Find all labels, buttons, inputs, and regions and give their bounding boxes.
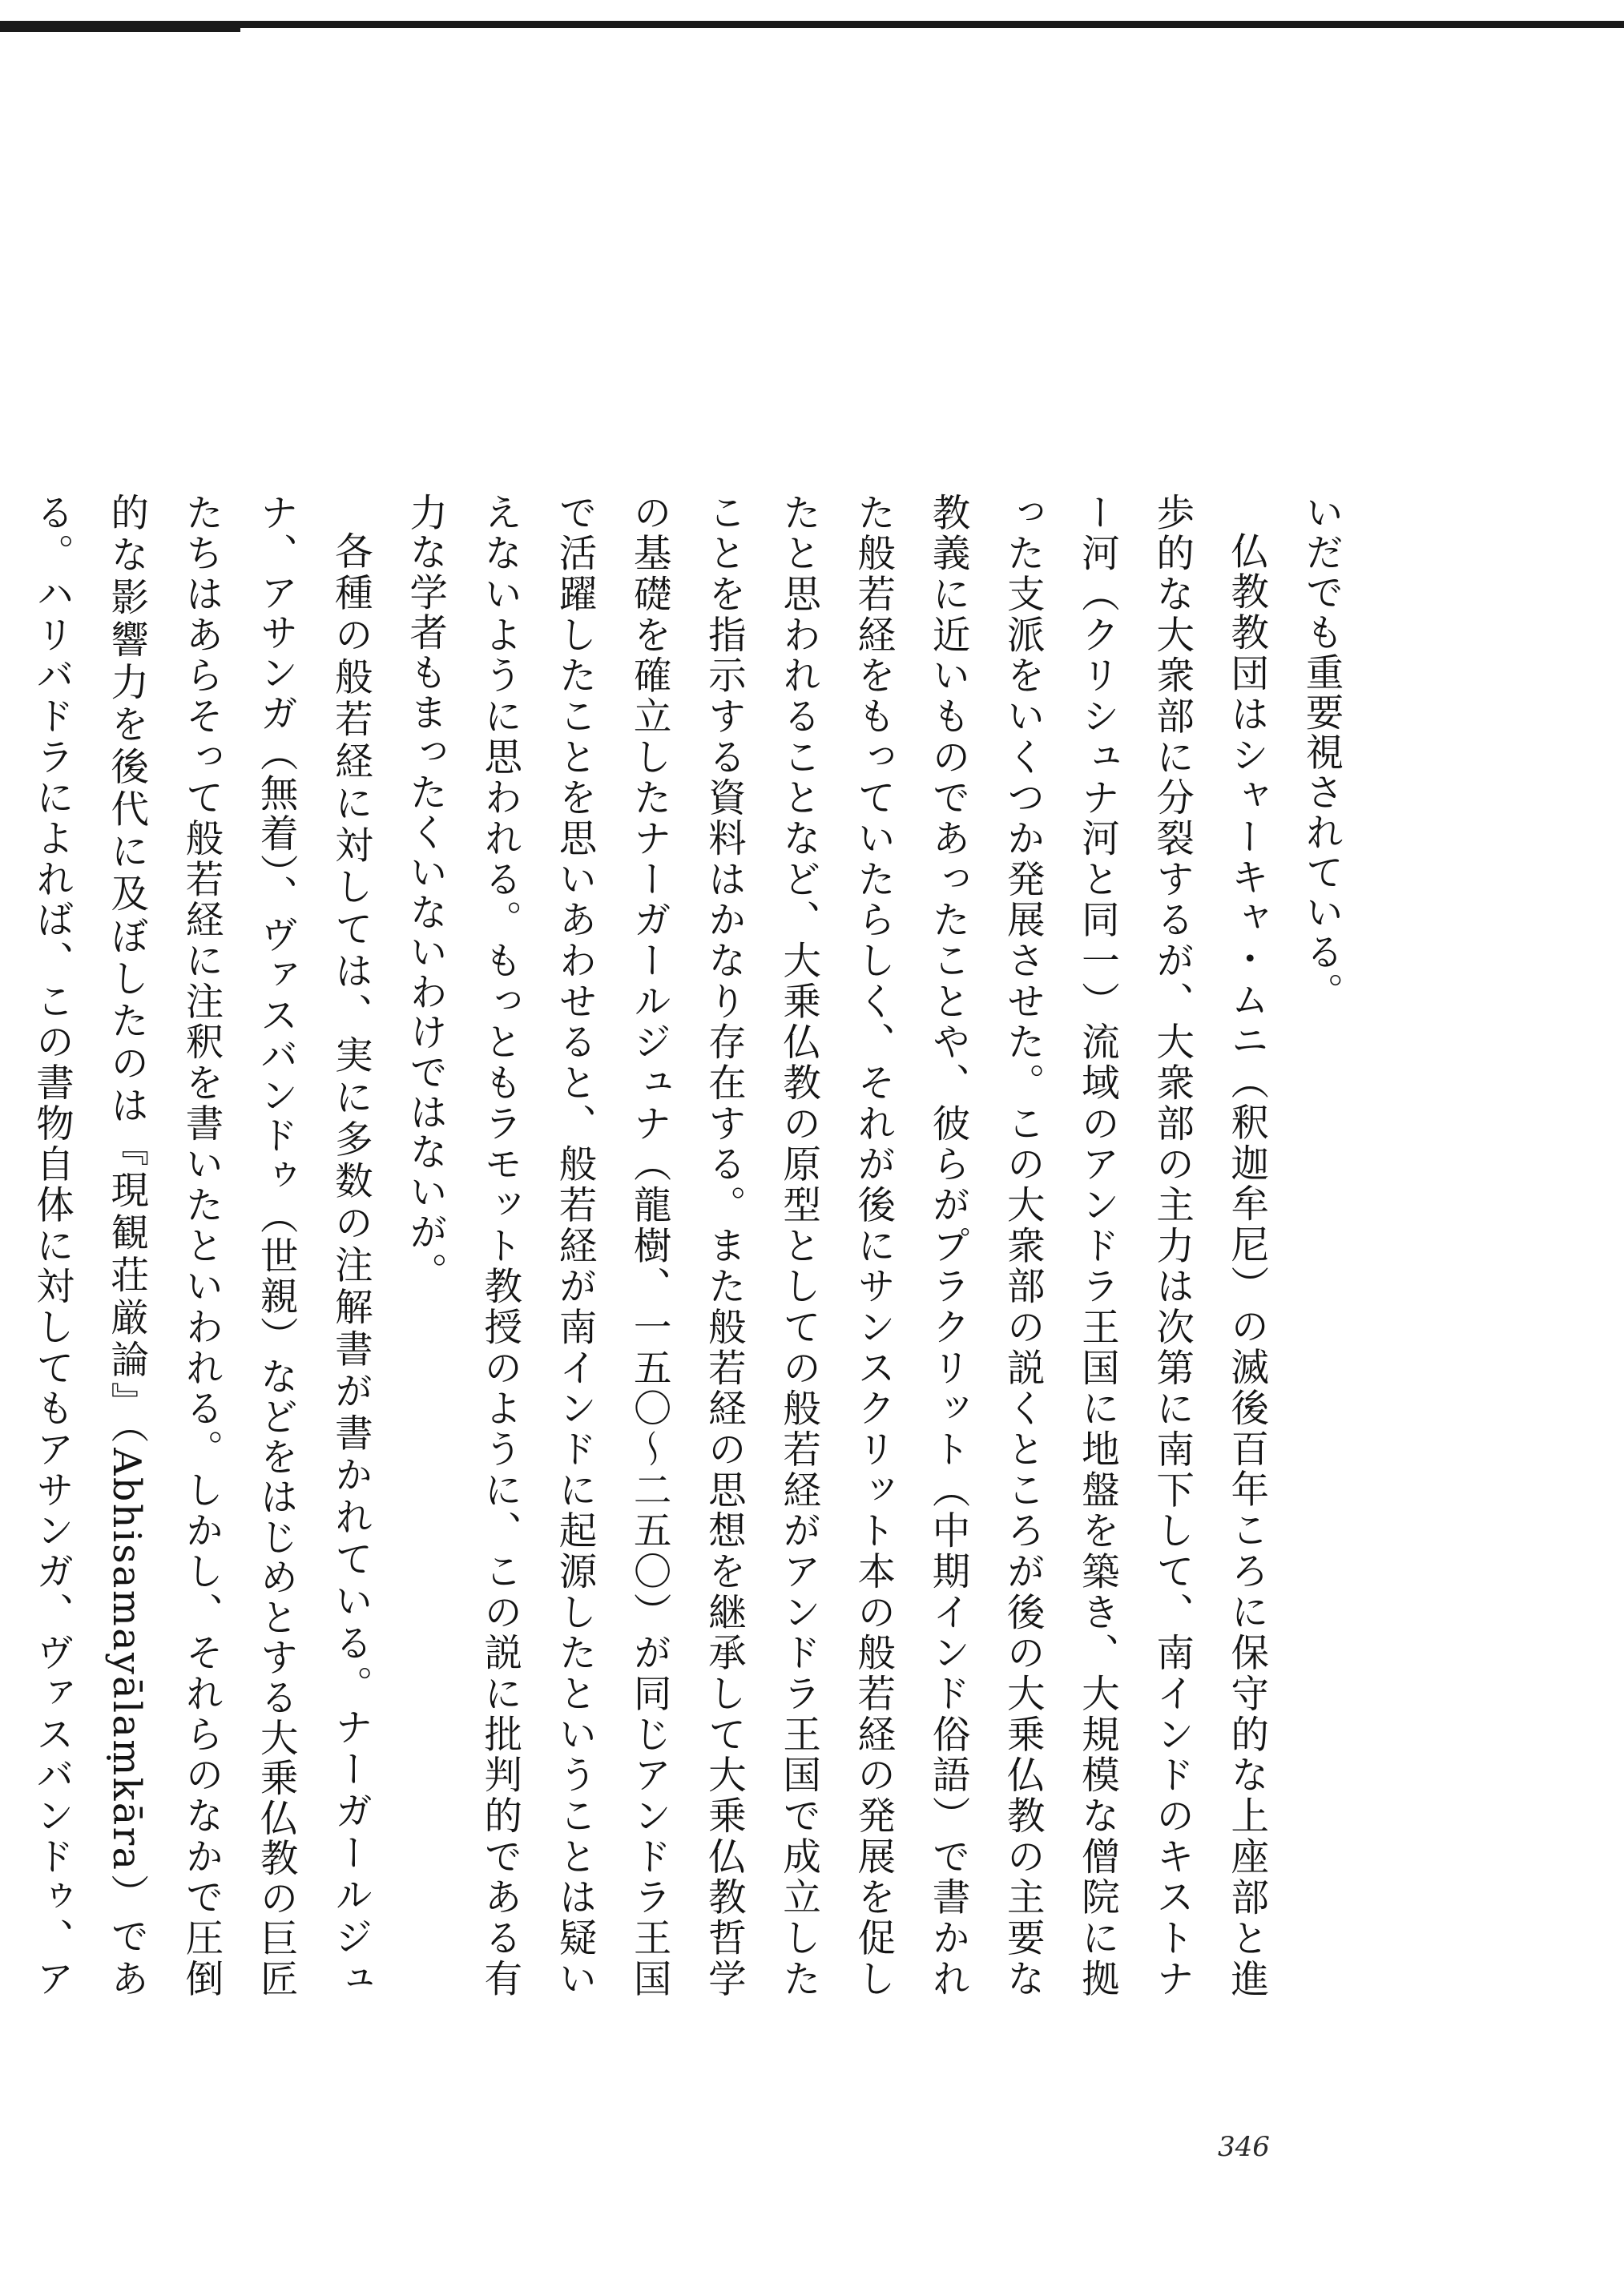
paragraph-1: いだでも重要視されている。 bbox=[1299, 493, 1343, 1013]
body-text bbox=[0, 493, 1358, 1999]
paragraph-2: 仏教教団はシャーキャ・ムニ（釈迦牟尼）の滅後百年ころに保守的な上座部と進歩的な大衆部に分裂するが、大衆部の主力は次第に南下して、南インドのキストナー河（クリシュナ河と同一）流域のアンドラ王国に地盤を築き、大規模な僧院に拠った支派をいくつか発展させた。この大衆部の説くところが後の大乗仏教の主要な教義に近いものであったことや、彼らがプラクリット（中期インド俗語）で書かれた般若経をもっていたらしく、それが後にサンスクリット本の般若経の発展を促したと思われることなど、大乗仏教の原型としての般若経がアンドラ王国で成立したことを指示する資料はかなり存在する。また般若経の思想を継承して大乗仏教哲学の基礎を確立したナーガールジュナ（龍樹、一五〇〜二五〇）が同じアンドラ王国で活躍したことを思いあわせると、般若経が南インドに起源したということは疑いえないように思われる。もっともラモット教授のように、この説に批判的である有力な学者もまったくいないわけではないが。 bbox=[402, 493, 1268, 1999]
top-rule bbox=[0, 21, 1624, 28]
paragraph-3: 各種の般若経に対しては、実に多数の注解書が書かれている。ナーガールジュナ、アサンガ（無着）、ヴァスバンドゥ（世親）などをはじめとする大乗仏教の巨匠たちはあらそって般若経に注釈を書いたといわれる。しかし、それらのなかで圧倒的な影響力を後代に及ぼしたのは『現観荘厳論』（Abhisamayālaṃkāra）である。ハリバドラによれば、この書物自体に対してもアサンガ、ヴァスバンドゥ、ア bbox=[29, 493, 373, 1999]
page-number: 346 bbox=[1218, 2131, 1270, 2163]
